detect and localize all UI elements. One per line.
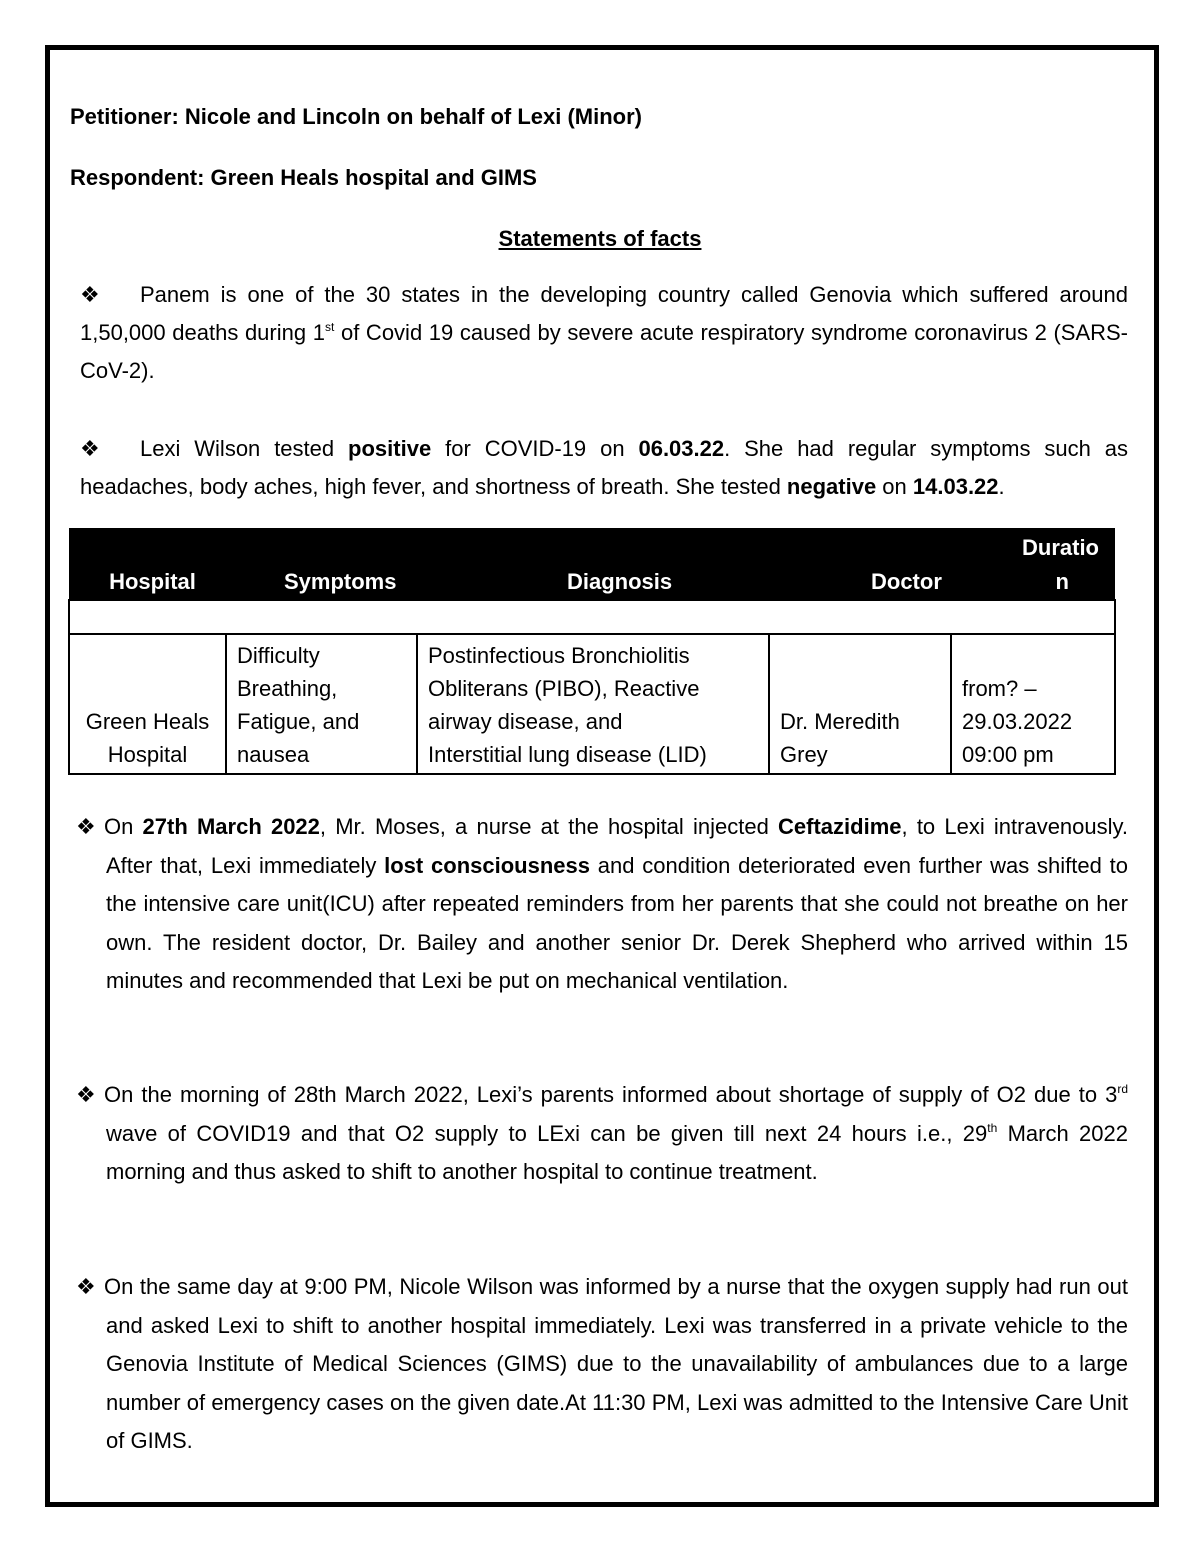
header-doctor: Doctor	[769, 528, 951, 600]
cell-duration: from? – 29.03.2022 09:00 pm	[951, 634, 1115, 774]
diamond-bullet-icon: ❖	[76, 814, 96, 839]
table-header-row	[69, 528, 1115, 600]
diamond-bullet-icon: ❖	[76, 1274, 96, 1299]
fact-paragraph-2: ❖ Lexi Wilson tested positive for COVID-19 on 06.03.22. She had regular symptoms such as headaches, body aches, high fever, and shortness of breath. She tested negative on 14.03.22.	[80, 430, 1128, 506]
header-duration: Duratio n	[951, 528, 1115, 600]
cell-doctor: Dr. Meredith Grey	[769, 634, 951, 774]
table-row	[69, 600, 1115, 634]
diamond-bullet-icon: ❖	[76, 1082, 96, 1107]
header-diagnosis: Diagnosis	[417, 528, 769, 600]
respondent-line: Respondent: Green Heals hospital and GIMS	[70, 165, 537, 190]
header-symptoms: Symptoms	[226, 528, 417, 600]
diamond-bullet-icon: ❖	[80, 282, 100, 307]
table-row	[69, 634, 1115, 774]
facts-table	[68, 528, 1116, 775]
fact-paragraph-1: ❖ Panem is one of the 30 states in the developing country called Genovia which suffered around 1,50,000 deaths during 1st of Covid 19 caused by severe acute respiratory syndrome coronavirus 2 (SARS-CoV-2).	[80, 276, 1128, 390]
fact-bullet-2: ❖ On the morning of 28th March 2022, Lexi’s parents informed about shortage of supply of O2 due to 3rd wave of COVID19 and that O2 supply to LExi can be given till next 24 hours i.e., 29th March 2022 morning and thus asked to shift to another hospital to continue treatment.	[106, 1076, 1128, 1192]
fact-bullet-3: ❖ On the same day at 9:00 PM, Nicole Wilson was informed by a nurse that the oxygen supply had run out and asked Lexi to shift to another hospital immediately. Lexi was transferred in a private vehicle to the Genovia Institute of Medical Sciences (GIMS) due to the unavailability of ambulances due to a large number of emergency cases on the given date.At 11:30 PM, Lexi was admitted to the Intensive Care Unit of GIMS.	[106, 1268, 1128, 1461]
cell-diagnosis: Postinfectious Bronchiolitis Obliterans (PIBO), Reactive airway disease, and Interstitial lung disease (LID)	[417, 634, 769, 774]
section-heading: Statements of facts	[498, 226, 702, 251]
fact-bullet-1: ❖ On 27th March 2022, Mr. Moses, a nurse at the hospital injected Ceftazidime, to Lexi intravenously. After that, Lexi immediately lost consciousness and condition deteriorated even further was shifted to the intensive care unit(ICU) after repeated reminders from her parents that she could not breathe on her own. The resident doctor, Dr. Bailey and another senior Dr. Derek Shepherd who arrived within 15 minutes and recommended that Lexi be put on mechanical ventilation.	[106, 808, 1128, 1001]
cell-symptoms: Difficulty Breathing, Fatigue, and nausea	[226, 634, 417, 774]
petitioner-line: Petitioner: Nicole and Lincoln on behalf of Lexi (Minor)	[70, 104, 643, 129]
diamond-bullet-icon: ❖	[80, 436, 100, 461]
header-hospital: Hospital	[69, 528, 226, 600]
cell-hospital: Green Heals Hospital	[69, 634, 226, 774]
